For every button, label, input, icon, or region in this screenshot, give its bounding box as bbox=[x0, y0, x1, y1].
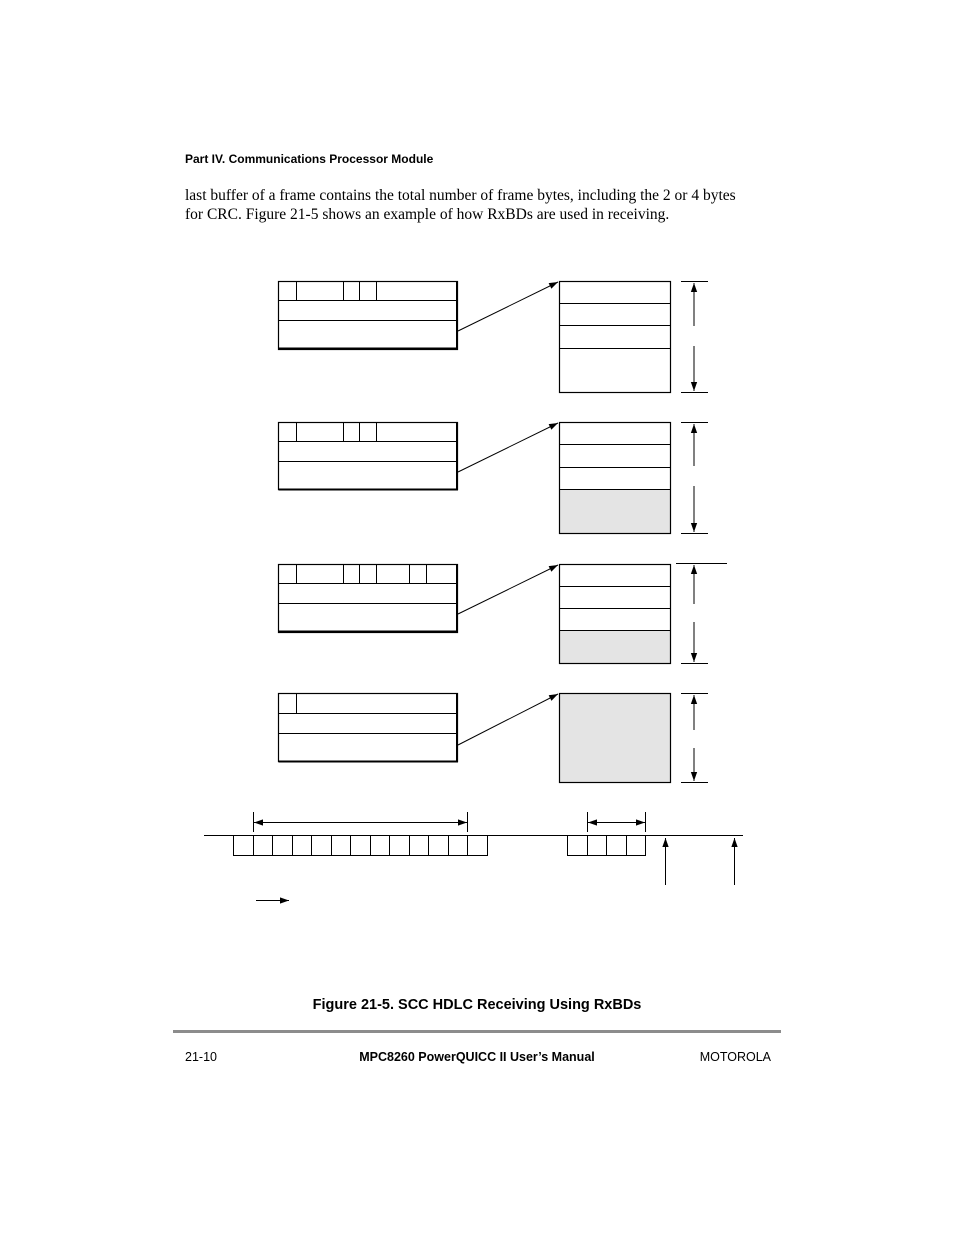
buffer-3 bbox=[560, 565, 671, 664]
buffer-4 bbox=[560, 694, 671, 783]
receive-line-diagram bbox=[204, 812, 743, 901]
body-line: for CRC. Figure 21-5 shows an example of how RxBDs are used in receiving. bbox=[185, 206, 670, 223]
footer-rule bbox=[173, 1030, 781, 1033]
rxbd-3 bbox=[279, 565, 458, 633]
buffer-length-marker-4 bbox=[681, 694, 708, 783]
buffer-pointer-arrow-2 bbox=[458, 423, 558, 472]
vendor-name: MOTOROLA bbox=[699, 1050, 771, 1064]
buffer-1 bbox=[560, 282, 671, 393]
manual-title: MPC8260 PowerQUICC II User’s Manual bbox=[359, 1050, 595, 1064]
page-number: 21-10 bbox=[185, 1050, 217, 1064]
frame-1-span bbox=[254, 812, 468, 832]
buffer-length-marker-2 bbox=[681, 423, 708, 534]
buffer-pointer-arrow-3 bbox=[458, 565, 558, 614]
buffer-pointer-arrow-1 bbox=[458, 282, 558, 331]
running-head: Part IV. Communications Processor Module bbox=[185, 152, 434, 166]
frame-1-bytes bbox=[234, 836, 488, 856]
frame-2-bytes bbox=[568, 836, 646, 856]
rxbd-1 bbox=[279, 282, 458, 350]
rxbd-4 bbox=[279, 694, 458, 763]
buffer-pointer-arrow-4 bbox=[458, 694, 558, 745]
buffer-length-marker-1 bbox=[681, 282, 708, 393]
body-line: last buffer of a frame contains the total number of frame bytes, including the 2 or 4 bytes bbox=[185, 187, 736, 204]
buffer-2 bbox=[560, 423, 671, 534]
buffer-length-marker-3 bbox=[676, 564, 727, 664]
figure-caption: Figure 21-5. SCC HDLC Receiving Using RxBDs bbox=[312, 997, 642, 1013]
frame-2-span bbox=[588, 812, 646, 832]
rxbd-2 bbox=[279, 423, 458, 491]
